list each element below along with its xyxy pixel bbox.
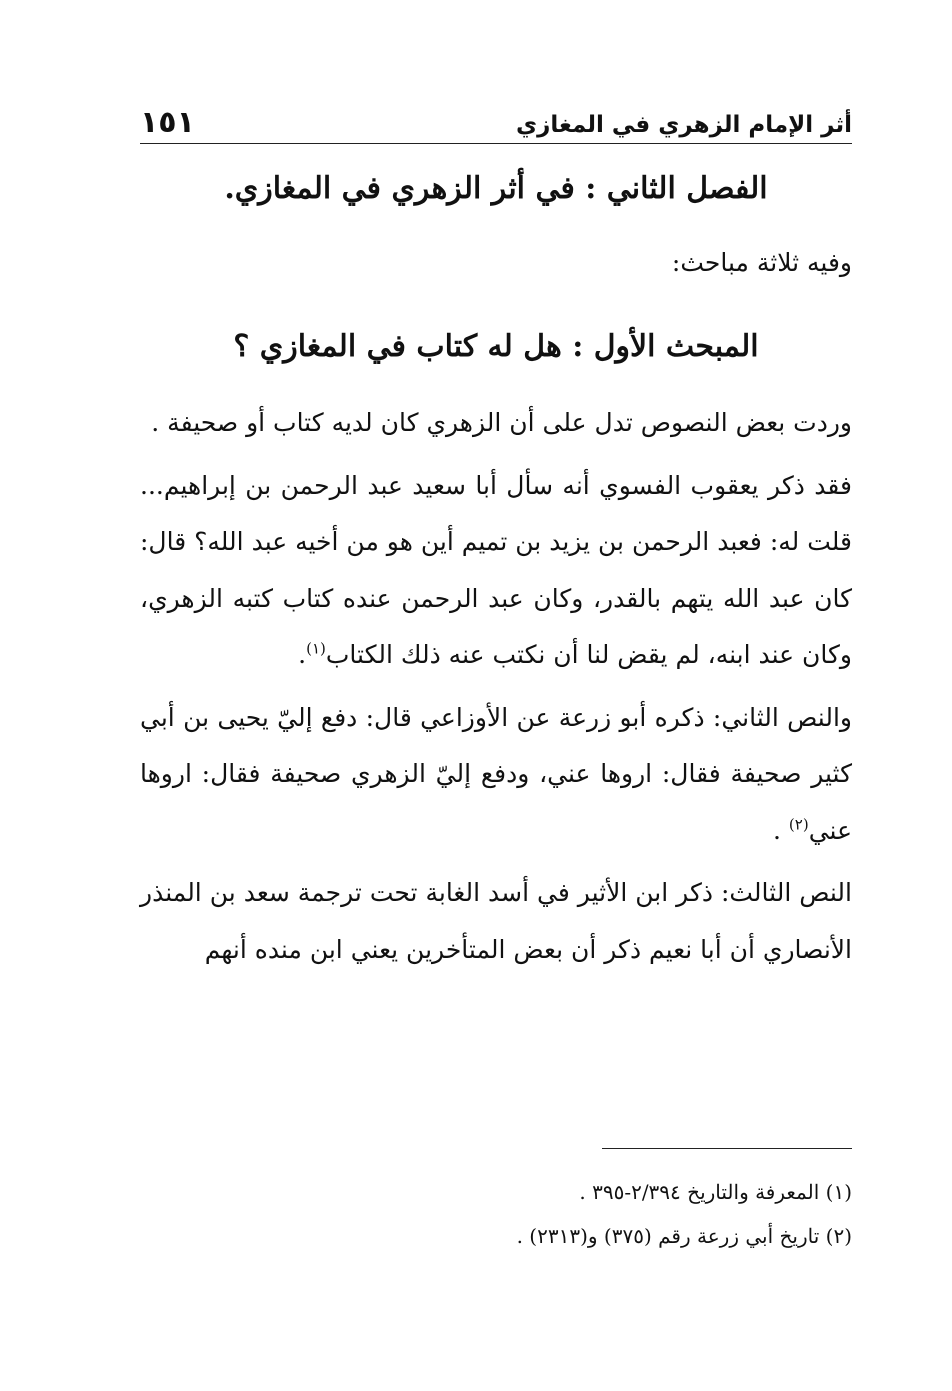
paragraph-1 [140,395,852,452]
footnote-ref-1[interactable]: (١) [306,639,326,658]
running-header [140,100,852,140]
footnote-2: (٢) تاريخ أبي زرعة رقم (٣٧٥) و(٢٣١٣) . [516,1224,852,1248]
footnotes [140,1170,852,1258]
intro-line: وفيه ثلاثة مباحث: [671,248,852,277]
section-title: المبحث الأول : هل له كتاب في المغازي ؟ [233,329,759,364]
footnote-divider [602,1148,852,1149]
body-text [140,395,852,984]
header-divider [140,143,852,144]
paragraph-3 [140,690,852,860]
paragraph-3-text: والنص الثاني: ذكره أبو زرعة عن الأوزاعي قال: دفع إليّ يحيى بن أبي كثير صحيفة فقال: اروها عني، ودفع إليّ الزهري صحيفة فقال: اروها عني [140,702,852,845]
paragraph-4 [140,865,852,978]
page-number: ١٥١ [140,105,195,140]
footnote-ref-2[interactable]: (٢) [788,815,809,834]
footnote-1: (١) المعرفة والتاريخ ٢/٣٩٤-٣٩٥ . [579,1180,852,1204]
paragraph-3-tail: . [773,815,789,845]
paragraph-4-text: النص الثالث: ذكر ابن الأثير في أسد الغابة تحت ترجمة سعد بن المنذر الأنصاري أن أبا نعيم ذكر أن بعض المتأخرين يعني ابن منده أنهم [140,878,852,964]
paragraph-2-tail: . [298,640,307,669]
paragraph-2 [140,458,852,684]
paragraph-2-text: فقد ذكر يعقوب الفسوي أنه سأل أبا سعيد عبد الرحمن بن إبراهيم... قلت له: فعبد الرحمن بن يزيد بن تميم أين هو من أخيه عبد الله؟ قال: كان عبد الله يتهم بالقدر، وكان عبد الرحمن عنده كتاب كتبه الزهري، وكان عند ابنه، لم يقض لنا أن نكتب عنه ذلك الكتاب [140,470,852,669]
chapter-title: الفصل الثاني : في أثر الزهري في المغازي. [224,171,768,206]
running-header-title: أثر الإمام الزهري في المغازي [516,112,852,138]
paragraph-1-text: وردت بعض النصوص تدل على أن الزهري كان لديه كتاب أو صحيفة . [151,408,852,437]
